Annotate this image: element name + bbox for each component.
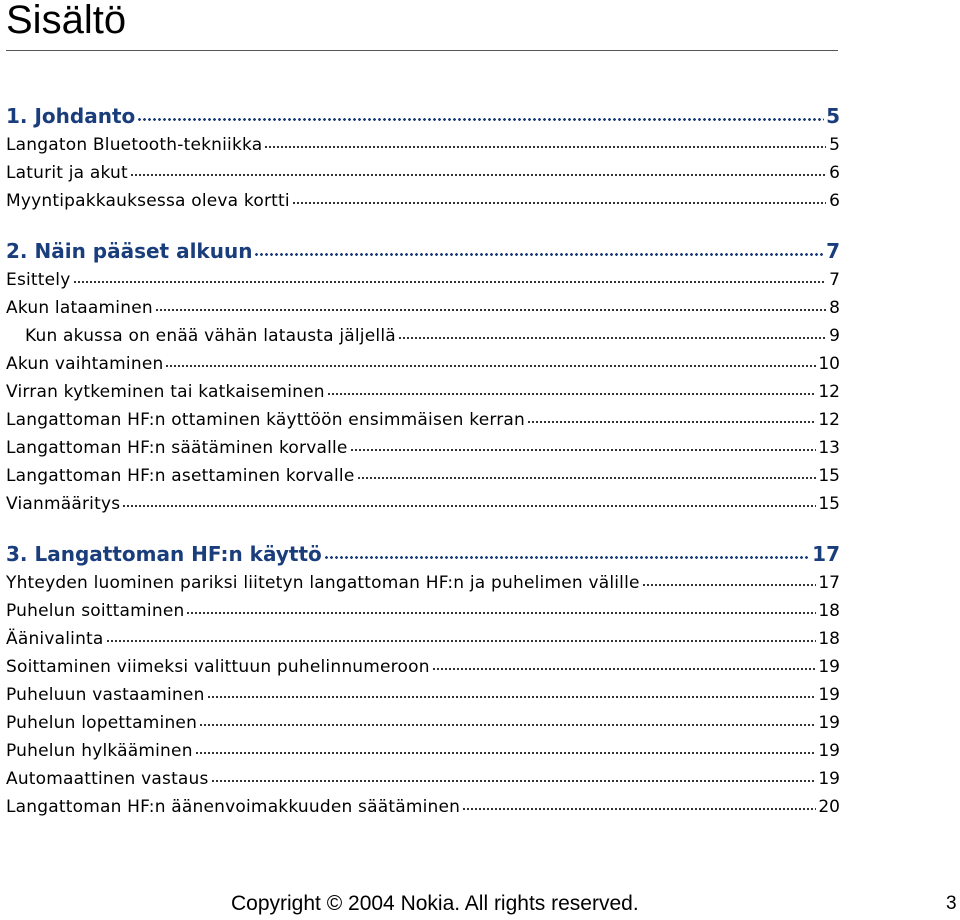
toc-dot-leader (254, 251, 824, 258)
toc-entry[interactable] (6, 378, 840, 406)
toc-dot-leader (122, 503, 816, 509)
toc-entry[interactable] (6, 350, 840, 378)
toc-entry[interactable] (6, 462, 840, 490)
toc-entry[interactable] (6, 737, 840, 765)
toc-entry-page: 19 (818, 657, 840, 677)
toc-entry-label: Langattoman HF:n äänenvoimakkuuden säätäminen (6, 797, 461, 817)
toc-entry[interactable] (6, 406, 840, 434)
toc-entry[interactable] (6, 653, 840, 681)
toc-entry-label: Vianmääritys (6, 494, 121, 514)
toc-dot-leader (195, 750, 817, 756)
toc-dot-leader (357, 475, 817, 481)
toc-entry-page: 12 (818, 410, 840, 430)
toc-entry-label: Akun vaihtaminen (6, 354, 164, 374)
toc-entry[interactable] (6, 187, 840, 215)
toc-entry-page: 18 (818, 629, 840, 649)
toc-dot-leader (130, 172, 826, 178)
toc-entry[interactable] (6, 490, 840, 518)
toc-entry[interactable] (6, 159, 840, 187)
footer-page-number: 3 (946, 893, 957, 914)
toc-dot-leader (324, 554, 810, 561)
toc-entry-page: 15 (818, 466, 840, 486)
toc-dot-leader (137, 116, 824, 123)
toc-entry-label: Langaton Bluetooth-tekniikka (6, 135, 263, 155)
toc-entry[interactable] (6, 434, 840, 462)
toc-entry-label: Kun akussa on enää vähän latausta jäljellä (25, 326, 396, 346)
toc-dot-leader (350, 447, 817, 453)
toc-entry[interactable] (6, 709, 840, 737)
toc-chapter-section (6, 101, 840, 215)
toc-entry-label: Laturit ja akut (6, 163, 128, 183)
toc-entry-label: Akun lataaminen (6, 298, 153, 318)
toc-dot-leader (642, 582, 817, 588)
toc-entry-page: 19 (818, 713, 840, 733)
toc-entry[interactable] (6, 681, 840, 709)
toc-entry-page: 6 (829, 191, 840, 211)
toc-entry[interactable] (6, 597, 840, 625)
toc-dot-leader (186, 610, 816, 616)
toc-dot-leader (527, 419, 816, 425)
toc-chapter-label: 2. Näin pääset alkuun (6, 239, 253, 263)
toc-entry[interactable] (6, 322, 840, 350)
toc-dot-leader (207, 694, 817, 700)
toc-entry-label: Automaattinen vastaus (6, 769, 209, 789)
toc-dot-leader (106, 638, 817, 644)
toc-entry-label: Soittaminen viimeksi valittuun puhelinnumeroon (6, 657, 430, 677)
toc-entry-page: 17 (818, 573, 840, 593)
toc-dot-leader (155, 307, 826, 313)
toc-chapter-heading[interactable] (6, 539, 840, 569)
toc-dot-leader (199, 722, 816, 728)
toc-entry-page: 6 (829, 163, 840, 183)
toc-chapter-label: 1. Johdanto (6, 104, 136, 128)
toc-entry-label: Yhteyden luominen pariksi liitetyn langattoman HF:n ja puhelimen välille (6, 573, 640, 593)
toc-entry-page: 15 (818, 494, 840, 514)
toc-entry-label: Esittely (6, 270, 71, 290)
toc-dot-leader (292, 200, 826, 206)
toc-entry-page: 19 (818, 741, 840, 761)
toc-entry-label: Äänivalinta (6, 629, 104, 649)
toc-entry-label: Puhelun soittaminen (6, 601, 185, 621)
toc-entry-page: 9 (829, 326, 840, 346)
toc-entry[interactable] (6, 266, 840, 294)
toc-dot-leader (432, 666, 817, 672)
toc-entry-page: 7 (829, 270, 840, 290)
toc-entry-page: 5 (829, 135, 840, 155)
toc-chapter-page: 5 (826, 104, 840, 128)
toc-dot-leader (165, 363, 816, 369)
toc-entry-label: Virran kytkeminen tai katkaiseminen (6, 382, 325, 402)
toc-chapter-heading[interactable] (6, 101, 840, 131)
toc-chapter-heading[interactable] (6, 236, 840, 266)
toc-chapter-label: 3. Langattoman HF:n käyttö (6, 542, 322, 566)
toc-entry-label: Langattoman HF:n asettaminen korvalle (6, 466, 355, 486)
toc-chapter-page: 17 (812, 542, 840, 566)
toc-entry-label: Langattoman HF:n ottaminen käyttöön ensimmäisen kerran (6, 410, 526, 430)
toc-entry-label: Puhelun hylkääminen (6, 741, 193, 761)
toc-entry[interactable] (6, 569, 840, 597)
toc-entry-page: 19 (818, 685, 840, 705)
toc-dot-leader (462, 806, 816, 812)
toc-entry[interactable] (6, 131, 840, 159)
toc-entry-page: 18 (818, 601, 840, 621)
toc-dot-leader (264, 144, 826, 150)
toc-entry[interactable] (6, 765, 840, 793)
toc-chapter-section (6, 236, 840, 518)
toc-entry-page: 19 (818, 769, 840, 789)
toc-dot-leader (73, 279, 827, 285)
footer-copyright: Copyright © 2004 Nokia. All rights reserved. (231, 892, 639, 915)
title-divider (6, 50, 838, 51)
page-title: Sisältö (6, 0, 127, 42)
toc-dot-leader (211, 778, 817, 784)
toc-entry-label: Myyntipakkauksessa oleva kortti (6, 191, 290, 211)
toc-entry-page: 20 (818, 797, 840, 817)
toc-entry-page: 12 (818, 382, 840, 402)
toc-entry-label: Puhelun lopettaminen (6, 713, 198, 733)
toc-entry[interactable] (6, 294, 840, 322)
toc-entry[interactable] (6, 625, 840, 653)
toc-dot-leader (398, 335, 826, 341)
toc-entry-page: 8 (829, 298, 840, 318)
table-of-contents (6, 101, 840, 821)
toc-chapter-section (6, 539, 840, 821)
toc-dot-leader (327, 391, 817, 397)
toc-entry[interactable] (6, 793, 840, 821)
toc-entry-page: 10 (818, 354, 840, 374)
toc-chapter-page: 7 (826, 239, 840, 263)
toc-entry-label: Puheluun vastaaminen (6, 685, 205, 705)
toc-entry-label: Langattoman HF:n säätäminen korvalle (6, 438, 348, 458)
toc-entry-page: 13 (818, 438, 840, 458)
